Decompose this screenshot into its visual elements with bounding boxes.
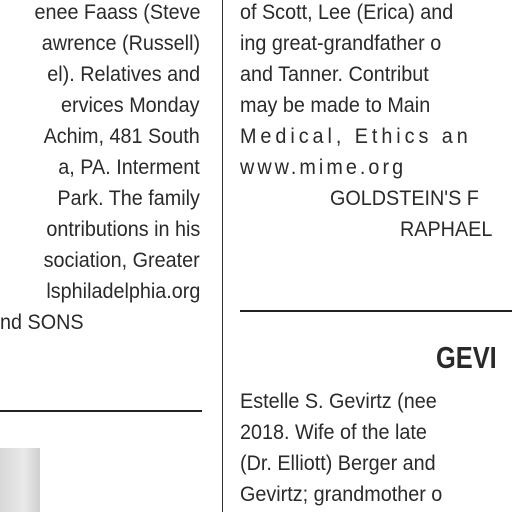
notice-text-line: (Dr. Elliott) Berger and (240, 451, 436, 475)
right-text-line: ing great-grandfather o (240, 31, 442, 55)
notice-text-line: Estelle S. Gevirtz (nee (240, 389, 437, 413)
right-text-line: may be made to Main (240, 93, 431, 117)
left-text-line: enee Faass (Steve (33, 0, 200, 24)
left-text-line: Park. The family (57, 186, 200, 210)
right-text-line: of Scott, Lee (Erica) and (240, 0, 454, 24)
section-divider (240, 310, 512, 312)
right-text-line: and Tanner. Contribut (240, 62, 429, 86)
left-text-line: lsphiladelphia.org (46, 279, 200, 303)
left-text-line: Achim, 481 South (43, 124, 200, 148)
left-text-line: ervices Monday (61, 93, 200, 117)
funeral-home-name: GOLDSTEIN'S F (330, 186, 479, 210)
funeral-home-name: RAPHAEL (400, 217, 493, 241)
notice-heading: GEVI (436, 340, 497, 375)
left-text-line: el). Relatives and (47, 62, 200, 86)
left-text-line: nd SONS (0, 310, 84, 334)
left-text-line: sociation, Greater (43, 248, 200, 272)
left-text-line: awrence (Russell) (41, 31, 200, 55)
notice-text-line: 2018. Wife of the late (240, 420, 427, 444)
notice-text-line: Gevirtz; grandmother o (240, 482, 443, 506)
obituary-photo (0, 448, 40, 512)
section-divider (0, 410, 202, 412)
left-text-line: ontributions in his (46, 217, 200, 241)
left-text-line: a, PA. Interment (58, 155, 200, 179)
right-text-line: www.mime.org (240, 155, 407, 179)
column-divider (222, 0, 223, 512)
right-text-line: Medical, Ethics an (240, 124, 472, 148)
